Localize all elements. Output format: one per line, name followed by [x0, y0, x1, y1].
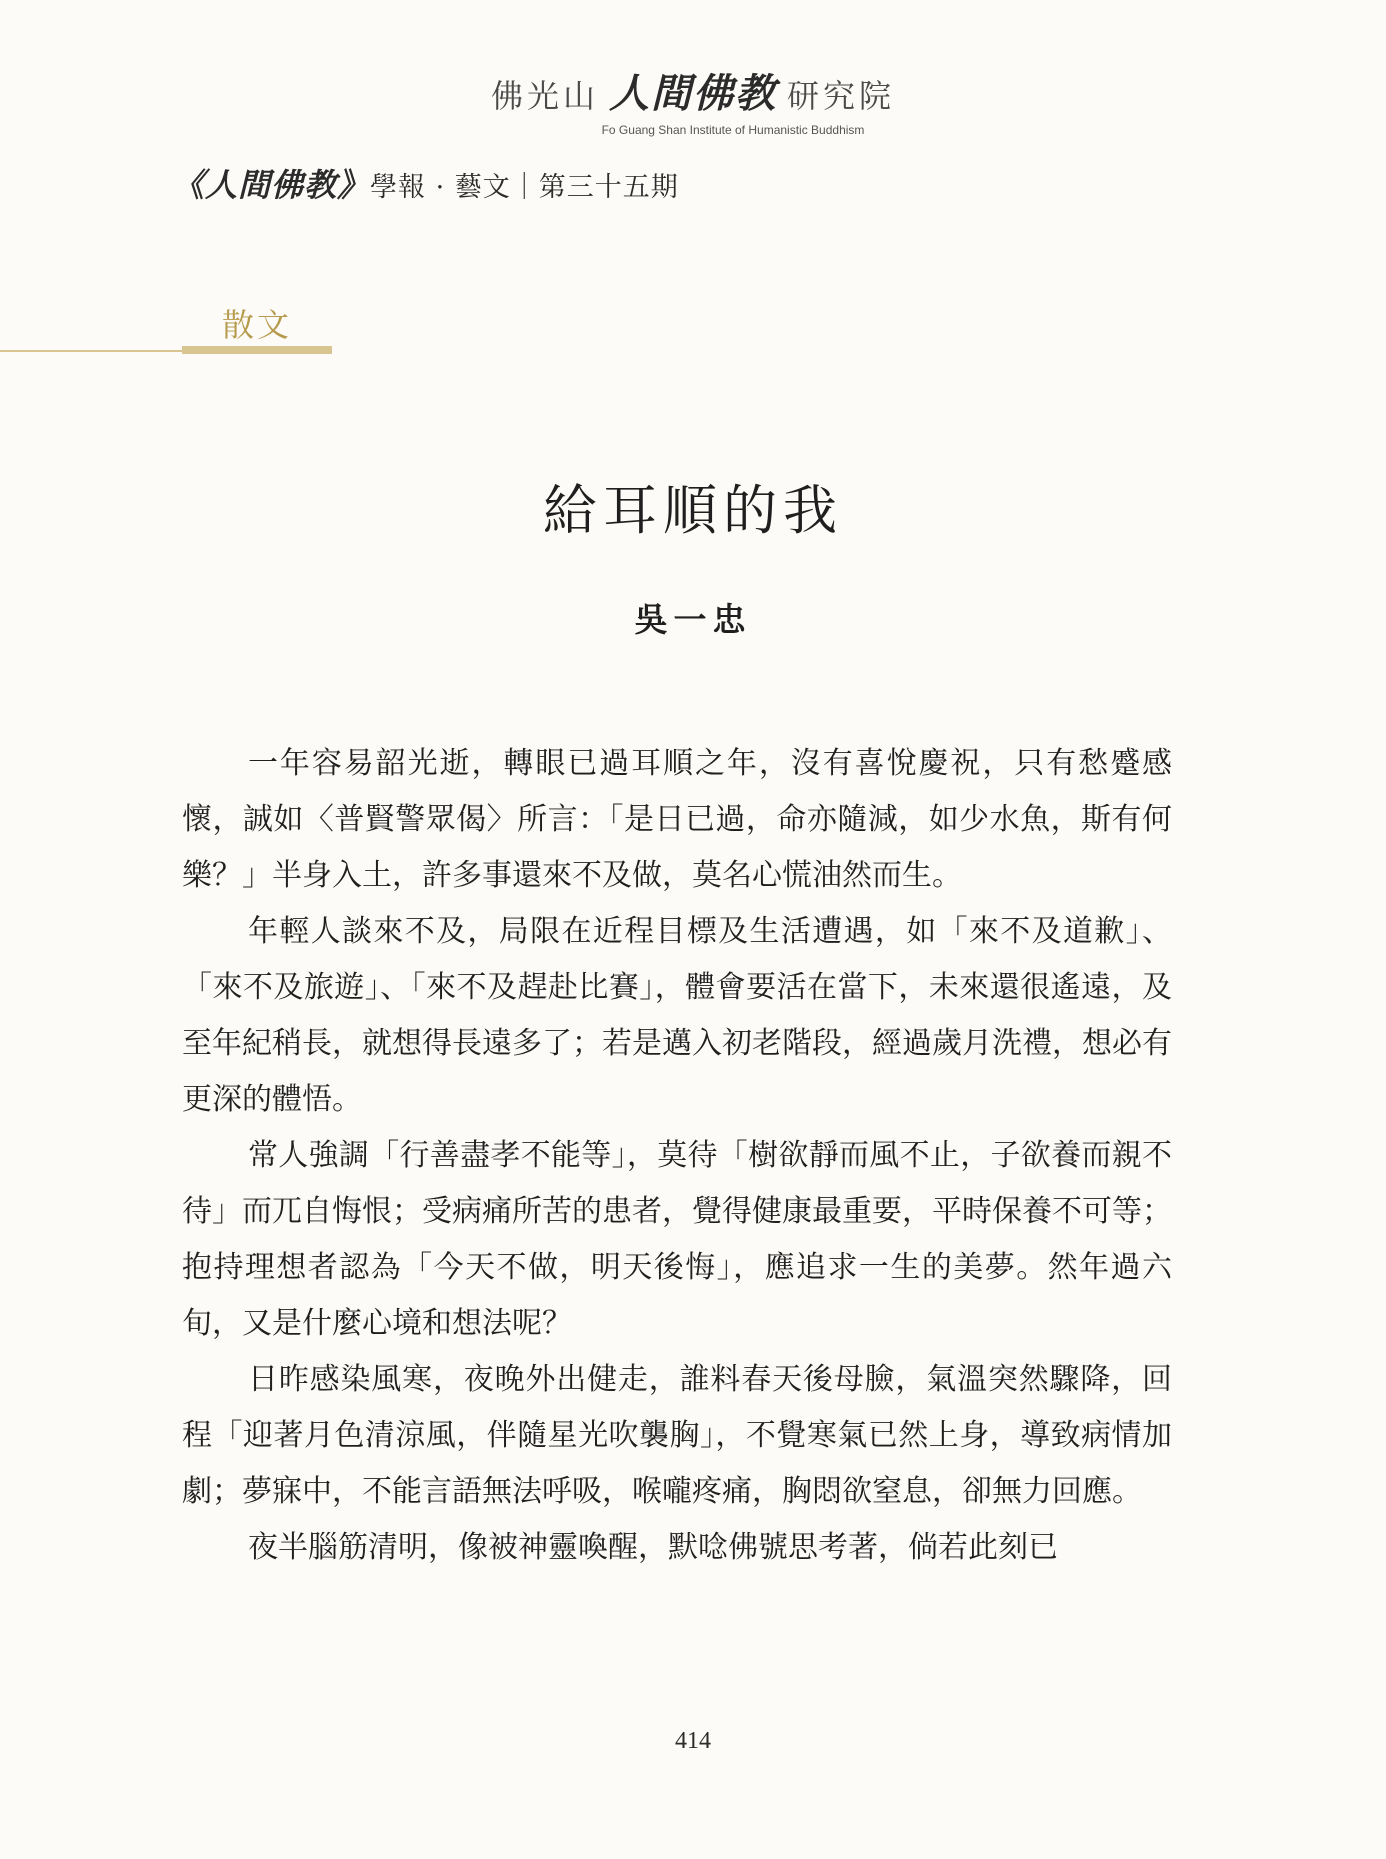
institute-header [0, 62, 1386, 137]
institute-name [0, 62, 1386, 119]
section-label: 散文 [222, 306, 293, 344]
paragraph-2: 年輕人談來不及，局限在近程目標及生活遭遇，如「來不及道歉」、「來不及旅遊」、「來不及趕赴比賽」，體會要活在當下，未來還很遙遠，及至年紀稍長，就想得長遠多了；若是邁入初老階段，經過歲月洗禮，想必有更深的體悟。 [182, 914, 1172, 1117]
journal-running-head [172, 160, 679, 206]
article-body [182, 736, 1172, 1576]
paragraph-1: 一年容易韶光逝，轉眼已過耳順之年，沒有喜悅慶祝，只有愁蹙感懷，誠如〈普賢警眾偈〉所言：「是日已過，命亦隨減，如少水魚，斯有何樂？」半身入土，許多事還來不及做，莫名心慌油然而生。 [182, 746, 1172, 893]
journal-brand: 《人間佛教》 [172, 166, 371, 204]
paragraph-3: 常人強調「行善盡孝不能等」，莫待「樹欲靜而風不止，子欲養而親不待」而兀自悔恨；受病痛所苦的患者，覺得健康最重要，平時保養不可等；抱持理想者認為「今天不做，明天後悔」，應追求一生的美夢。然年過六旬，又是什麼心境和想法呢？ [182, 1138, 1172, 1341]
paragraph-5: 夜半腦筋清明，像被神靈喚醒，默唸佛號思考著，倘若此刻已 [248, 1530, 1058, 1565]
paragraph-4: 日昨感染風寒，夜晚外出健走，誰料春天後母臉，氣溫突然驟降，回程「迎著月色清涼風，伴隨星光吹襲胸」，不覺寒氣已然上身，導致病情加劇；夢寐中，不能言語無法呼吸，喉嚨疼痛，胸悶欲窒息，卻無力回應。 [182, 1362, 1172, 1509]
institute-english-name: Fo Guang Shan Institute of Humanistic Buddhism [601, 123, 865, 137]
institute-suffix: 研究院 [787, 77, 896, 115]
article-title: 給耳順的我 [543, 479, 843, 542]
journal-issue: 學報 · 藝文｜第三十五期 [370, 172, 679, 203]
institute-brand-logo: 人間佛教 [609, 70, 777, 117]
institute-prefix: 佛光山 [490, 77, 599, 115]
page-number: 414 [675, 1728, 711, 1754]
section-underline-accent [182, 346, 332, 354]
article-author: 吳一忠 [634, 600, 752, 639]
